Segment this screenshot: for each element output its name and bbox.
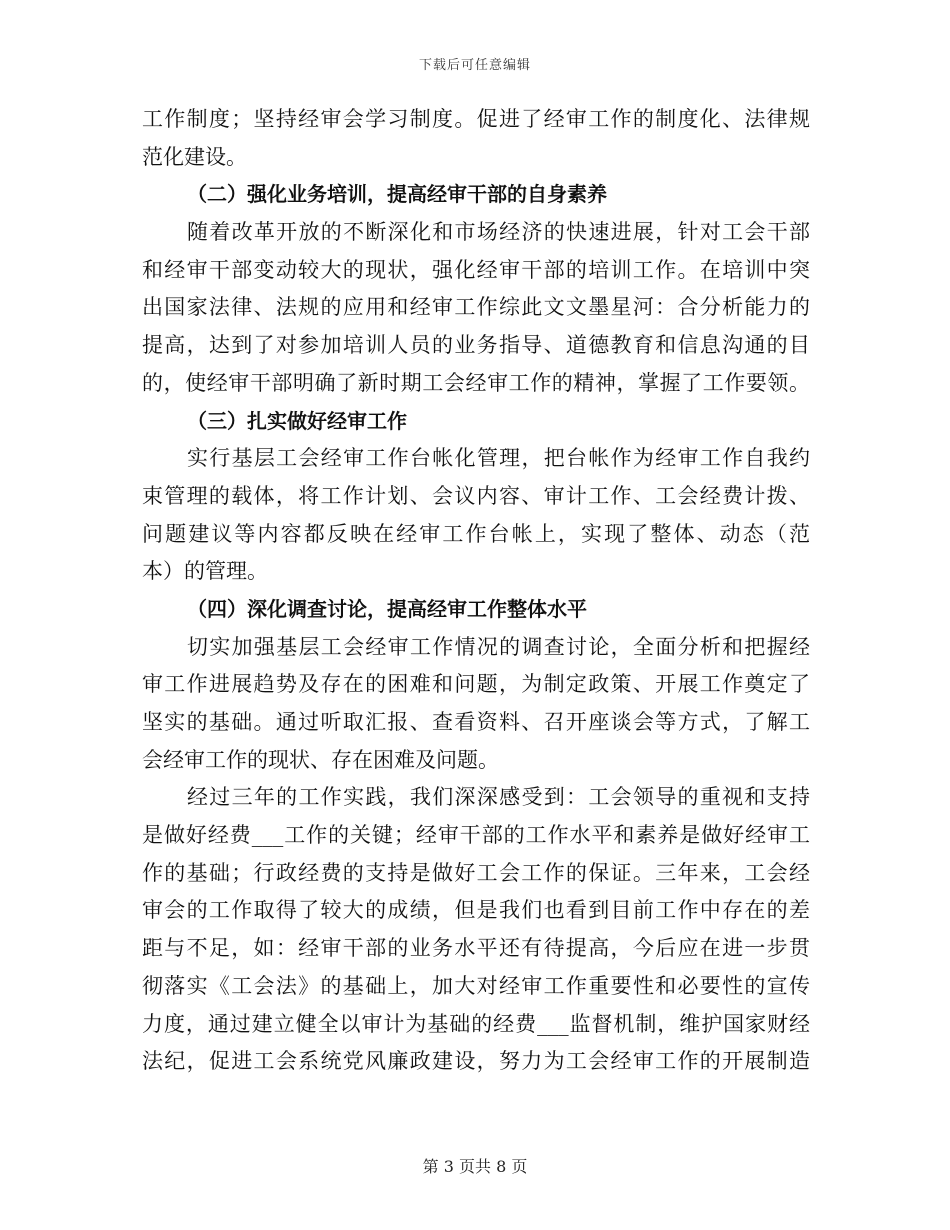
text-line: 经过三年的工作实践，我们深深感受到：工会领导的重视和支持 [187, 785, 810, 810]
text-line: 出国家法律、法规的应用和经审工作综此文文墨星河：合分析能力的 [142, 295, 810, 320]
body-text [142, 101, 810, 1081]
text-line: 和经审干部变动较大的现状，强化经审干部的培训工作。在培训中突 [142, 257, 810, 282]
text-line: 会经审工作的现状、存在困难及问题。 [142, 747, 499, 772]
text-line: 束管理的载体，将工作计划、会议内容、审计工作、工会经费计拨、 [142, 483, 810, 508]
text-line: 审会的工作取得了较大的成绩，但是我们也看到目前工作中存在的差 [142, 898, 810, 923]
text-line: 切实加强基层工会经审工作情况的调查讨论，全面分析和把握经 [187, 634, 810, 659]
text-line: 作的基础；行政经费的支持是做好工会工作的保证。三年来，工会经 [142, 860, 810, 885]
text-line: 的，使经审干部明确了新时期工会经审工作的精神，掌握了工作要领。 [142, 370, 810, 395]
text-line: 法纪，促进工会系统党风廉政建设，努力为工会经审工作的开展制造 [142, 1049, 810, 1074]
text-line: 随着改革开放的不断深化和市场经济的快速进展，针对工会干部 [187, 220, 810, 245]
text-line: 力度，通过建立健全以审计为基础的经费___监督机制，维护国家财经 [142, 1011, 810, 1036]
page-header-note: 下载后可任意编辑 [418, 58, 531, 73]
text-line: 彻落实《工会法》的基础上，加大对经审工作重要性和必要性的宣传 [142, 973, 810, 998]
text-line: 工作制度；坚持经审会学习制度。促进了经审工作的制度化、法律规 [142, 107, 810, 131]
text-line: 是做好经费___工作的关键；经审干部的工作水平和素养是做好经审工 [142, 823, 810, 848]
text-line: 距与不足，如：经审干部的业务水平还有待提高，今后应在进一步贯 [142, 936, 810, 961]
text-line: 审工作进展趋势及存在的困难和问题，为制定政策、开展工作奠定了 [142, 672, 810, 697]
text-line: 坚实的基础。通过听取汇报、查看资料、召开座谈会等方式，了解工 [142, 710, 810, 734]
text-line: 范化建设。 [142, 144, 247, 169]
section-heading: （四）深化调查讨论，提高经审工作整体水平 [187, 596, 587, 621]
section-heading: （二）强化业务培训，提高经审干部的自身素养 [187, 182, 607, 207]
section-heading: （三）扎实做好经审工作 [187, 408, 407, 433]
text-line: 问题建议等内容都反映在经审工作台帐上，实现了整体、动态（范 [142, 521, 810, 546]
text-line: 提高，达到了对参加培训人员的业务指导、道德教育和信息沟通的目 [142, 333, 810, 358]
text-line: 本）的管理。 [142, 559, 268, 584]
text-line: 实行基层工会经审工作台帐化管理，把台帐作为经审工作自我约 [187, 446, 810, 471]
page-number: 第 3 页共 8 页 [422, 1157, 528, 1176]
